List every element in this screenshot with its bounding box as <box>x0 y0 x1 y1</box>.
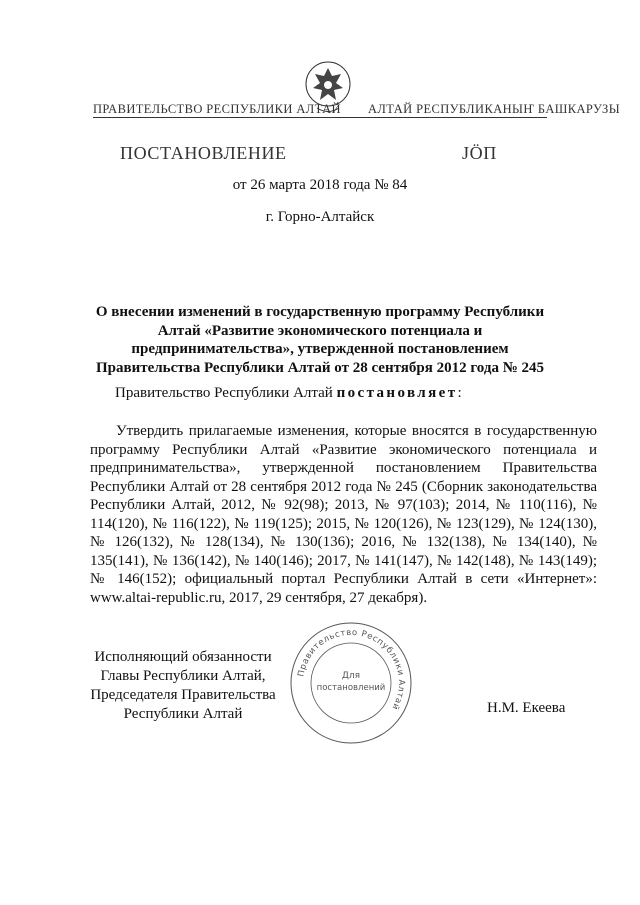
signer-position-line: Председателя Правительства <box>90 687 276 703</box>
resolves-prefix: Правительство Республики Алтай <box>115 385 333 401</box>
signer-position <box>90 648 276 724</box>
resolves-verb: постановляет <box>336 385 458 401</box>
header-divider <box>93 117 547 118</box>
document-city: г. Горно-Алтайск <box>265 209 375 225</box>
document-body: Утвердить прилагаемые изменения, которые вносятся в государственную программу Республики Алтай «Развитие экономического потенциала и предпринимательства», утвержденной постановлением Правительства Республики Алтай от 28 сентября 2012 года № 245 (Сборник законодательства Республики Алтай, 2012, № 92(98); 2013, № 97(103); 2014, № 110(116), № 114(120), № 116(122), № 119(125); 2015, № 120(126), № 123(129), № 124(130), № 126(132), № 128(134), № 130(136); 2016, № 132(138), № 134(140), № 135(141), № 136(142), № 140(146); 2017, № 141(147), № 142(148), № 143(149); № 146(152); официальный портал Республики Алтай в сети «Интернет»: www.altai-republic.ru, 2017, 29 сентября, 27 декабря). <box>90 423 597 606</box>
signer-position-line: Республики Алтай <box>123 706 243 722</box>
signer-position-line: Исполняющий обязанности <box>94 649 272 665</box>
stamp-center-line: Для <box>341 671 361 681</box>
resolves-line <box>115 385 462 402</box>
document-subject: О внесении изменений в государственную программу Республики Алтай «Развитие экономического потенциала и предпринимательства», утвержденной постановлением Правительства Республики Алтай от 28 сентября 2012 года № 245 <box>95 304 545 376</box>
svg-text:Правительство Республики Алтай <box>296 628 406 712</box>
stamp-ring-text: Правительство Республики Алтай <box>296 627 407 712</box>
header-left-title: ПРАВИТЕЛЬСТВО РЕСПУБЛИКИ АЛТАЙ <box>93 102 341 116</box>
stamp-center-line: постановлений <box>316 683 386 693</box>
official-stamp <box>288 620 414 746</box>
doc-type-right: JÖП <box>462 143 497 163</box>
doc-type-left: ПОСТАНОВЛЕНИЕ <box>120 143 287 163</box>
header-right-title: АЛТАЙ РЕСПУБЛИКАНЫҤ БАШКАРУЗЫ <box>368 102 621 116</box>
signer-position-line: Главы Республики Алтай, <box>100 668 266 684</box>
document-date: от 26 марта 2018 года № 84 <box>232 177 408 193</box>
signer-name: Н.М. Екеева <box>487 700 566 716</box>
resolves-suffix: : <box>457 385 462 401</box>
